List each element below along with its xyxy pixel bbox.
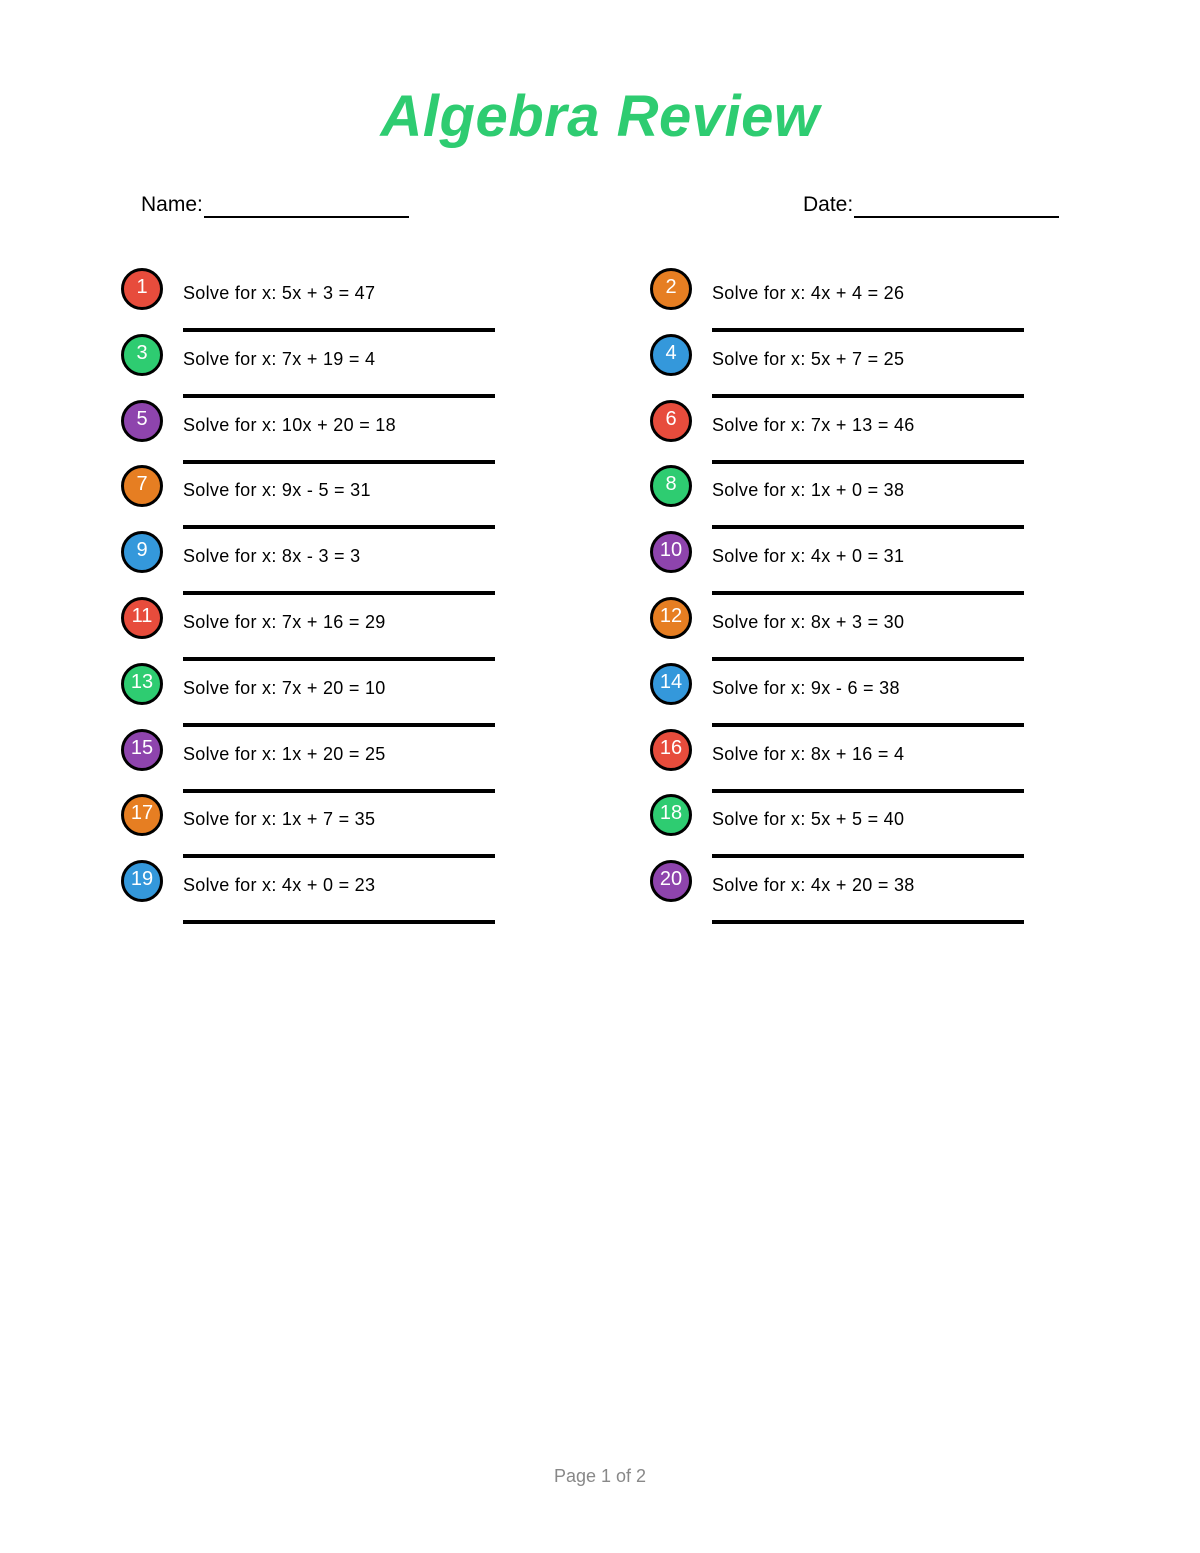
answer-line[interactable] xyxy=(712,394,1024,398)
problem-text: Solve for x: 5x + 3 = 47 xyxy=(183,283,376,303)
problem-number-badge: 5 xyxy=(121,400,163,442)
problem-number-badge: 6 xyxy=(650,400,692,442)
problem-item xyxy=(121,465,501,531)
answer-line[interactable] xyxy=(183,920,495,924)
problem-number-badge: 9 xyxy=(121,531,163,573)
answer-line[interactable] xyxy=(712,854,1024,858)
problem-number-badge: 8 xyxy=(650,465,692,507)
problem-item xyxy=(650,729,1030,795)
problem-text: Solve for x: 7x + 16 = 29 xyxy=(183,612,386,632)
problem-item xyxy=(650,400,1030,466)
answer-line[interactable] xyxy=(183,723,495,727)
answer-line[interactable] xyxy=(712,591,1024,595)
page-footer: Page 1 of 2 xyxy=(553,1466,647,1486)
answer-line[interactable] xyxy=(712,723,1024,727)
problem-item xyxy=(650,794,1030,860)
problem-number-badge: 1 xyxy=(121,268,163,310)
problem-number-badge: 16 xyxy=(650,729,692,771)
problem-number-badge: 2 xyxy=(650,268,692,310)
problem-text: Solve for x: 8x + 16 = 4 xyxy=(712,743,905,764)
answer-line[interactable] xyxy=(183,328,495,332)
date-label: Date: xyxy=(803,193,854,216)
problem-text: Solve for x: 4x + 20 = 38 xyxy=(712,875,915,896)
answer-line[interactable] xyxy=(183,460,495,464)
name-blank-line[interactable] xyxy=(204,196,409,218)
problem-item xyxy=(121,334,501,400)
problem-number-badge: 13 xyxy=(121,663,163,705)
problem-text: Solve for x: 1x + 0 = 38 xyxy=(712,480,905,501)
problem-text: Solve for x: 7x + 19 = 4 xyxy=(183,348,376,369)
problem-item xyxy=(121,597,501,663)
page-title: Algebra Review xyxy=(380,84,820,149)
problem-item xyxy=(650,860,1030,926)
problem-number-badge: 12 xyxy=(650,597,692,639)
problem-number-badge: 7 xyxy=(121,465,163,507)
problem-number-badge: 14 xyxy=(650,663,692,705)
problem-item xyxy=(650,268,1030,334)
problem-item xyxy=(121,268,501,334)
problem-item xyxy=(121,400,501,466)
problem-number-badge: 11 xyxy=(121,597,163,639)
date-blank-line[interactable] xyxy=(854,196,1059,218)
problem-text: Solve for x: 4x + 4 = 26 xyxy=(712,283,905,303)
problem-number-badge: 19 xyxy=(121,860,163,902)
problem-text: Solve for x: 4x + 0 = 31 xyxy=(712,546,905,567)
answer-line[interactable] xyxy=(183,591,495,595)
date-field[interactable] xyxy=(803,192,1059,218)
answer-line[interactable] xyxy=(183,525,495,529)
problem-text: Solve for x: 4x + 0 = 23 xyxy=(183,875,376,896)
problem-text: Solve for x: 5x + 7 = 25 xyxy=(712,348,905,369)
problem-text: Solve for x: 9x - 6 = 38 xyxy=(712,677,900,698)
problem-text: Solve for x: 8x + 3 = 30 xyxy=(712,612,905,632)
name-field[interactable] xyxy=(141,192,409,218)
problem-number-badge: 10 xyxy=(650,531,692,573)
problem-item xyxy=(121,663,501,729)
answer-line[interactable] xyxy=(712,525,1024,529)
problem-item xyxy=(650,334,1030,400)
problem-number-badge: 18 xyxy=(650,794,692,836)
problem-item xyxy=(650,663,1030,729)
problem-item xyxy=(121,794,501,860)
problem-number-badge: 4 xyxy=(650,334,692,376)
problem-item xyxy=(121,860,501,926)
problem-text: Solve for x: 5x + 5 = 40 xyxy=(712,809,905,830)
problem-text: Solve for x: 9x - 5 = 31 xyxy=(183,480,371,501)
problem-item xyxy=(650,531,1030,597)
problem-number-badge: 17 xyxy=(121,794,163,836)
problem-text: Solve for x: 7x + 13 = 46 xyxy=(712,414,915,435)
problem-text: Solve for x: 1x + 20 = 25 xyxy=(183,743,386,764)
answer-line[interactable] xyxy=(712,920,1024,924)
problem-text: Solve for x: 7x + 20 = 10 xyxy=(183,677,386,698)
problem-text: Solve for x: 10x + 20 = 18 xyxy=(183,414,396,435)
answer-line[interactable] xyxy=(183,789,495,793)
problem-number-badge: 20 xyxy=(650,860,692,902)
answer-line[interactable] xyxy=(712,657,1024,661)
problem-item xyxy=(650,465,1030,531)
answer-line[interactable] xyxy=(712,789,1024,793)
problem-item xyxy=(121,729,501,795)
problem-item xyxy=(650,597,1030,663)
problem-number-badge: 15 xyxy=(121,729,163,771)
problem-text: Solve for x: 8x - 3 = 3 xyxy=(183,546,361,567)
problem-number-badge: 3 xyxy=(121,334,163,376)
answer-line[interactable] xyxy=(712,460,1024,464)
problem-text: Solve for x: 1x + 7 = 35 xyxy=(183,809,376,830)
name-label: Name: xyxy=(141,193,203,216)
answer-line[interactable] xyxy=(183,854,495,858)
answer-line[interactable] xyxy=(183,657,495,661)
problem-item xyxy=(121,531,501,597)
answer-line[interactable] xyxy=(712,328,1024,332)
answer-line[interactable] xyxy=(183,394,495,398)
